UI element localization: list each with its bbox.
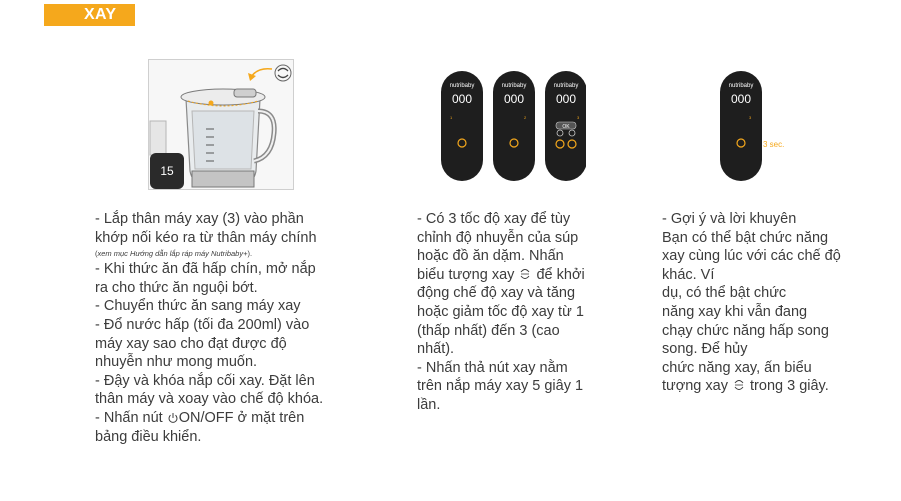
svg-text:000: 000	[730, 92, 752, 106]
control-panel-speed-2	[493, 71, 535, 181]
blender-assembly-illustration	[148, 59, 294, 190]
text-line: hoặc đồ ăn dặm. Nhấn	[417, 248, 564, 265]
reference-note: (xem mục Hướng dẫn lắp ráp máy Nutribaby+).	[95, 249, 253, 259]
text-line: - Có 3 tốc độ xay để tùy	[417, 211, 571, 227]
text-line: bảng điều khiển.	[95, 428, 202, 445]
cancel-panel-illustration	[719, 70, 763, 182]
text-line: hoặc giảm tốc độ xay từ 1	[417, 303, 584, 320]
svg-text:000: 000	[451, 92, 473, 106]
text-line: chức năng xay, ấn biểu	[662, 359, 812, 376]
text-line: - Khi thức ăn đã hấp chín, mở nắp	[95, 261, 316, 278]
text-line: - Chuyển thức ăn sang máy xay	[95, 298, 301, 315]
instructions-column-2	[417, 210, 637, 415]
text-line: nhất).	[417, 341, 455, 358]
instructions-column-1	[95, 210, 385, 446]
svg-text:3: 3	[749, 115, 752, 120]
text-line: máy xay sao cho đạt được độ	[95, 335, 287, 352]
text-line: - Đổ nước hấp (tối đa 200ml) vào	[95, 316, 310, 333]
text-line: lần.	[417, 396, 441, 413]
text-line: biểu tượng xay để khởi	[417, 266, 585, 283]
text-line: động chế độ xay và tăng	[417, 285, 576, 302]
svg-text:nutribaby: nutribaby	[553, 83, 579, 89]
svg-text:2: 2	[524, 115, 527, 120]
timer-label: 3 sec.	[763, 140, 785, 149]
power-icon	[167, 412, 179, 424]
speed-panels-illustration	[440, 70, 586, 182]
svg-text:OK: OK	[562, 124, 570, 130]
text-line: dụ, có thể bật chức	[662, 285, 787, 302]
text-line: trên nắp máy xay 5 giây 1	[417, 378, 584, 395]
svg-text:nutribaby: nutribaby	[449, 83, 475, 89]
control-panel-speed-1	[441, 71, 483, 181]
text-line: năng xay khi vẫn đang	[662, 303, 808, 320]
svg-text:000: 000	[503, 92, 525, 106]
svg-text:nutribaby: nutribaby	[728, 83, 754, 89]
text-line: - Đậy và khóa nắp cối xay. Đặt lên	[95, 372, 315, 389]
control-panel-speed-3	[545, 71, 586, 181]
text-line: - Lắp thân máy xay (3) vào phần	[95, 211, 304, 227]
section-tag	[44, 4, 135, 26]
text-line: tượng xay trong 3 giây.	[662, 378, 829, 395]
text-line: - Gợi ý và lời khuyên	[662, 211, 797, 227]
text-line: nhuyễn như mong muốn.	[95, 354, 258, 371]
instructions-column-3	[662, 210, 887, 396]
blend-icon	[518, 267, 532, 281]
text-line: khớp nối kéo ra từ thân máy chính	[95, 229, 317, 246]
svg-text:000: 000	[555, 92, 577, 106]
text-line: chạy chức năng hấp song	[662, 322, 829, 339]
panel-display-value: 15	[160, 164, 174, 178]
text-line: thân máy và xoay vào chế độ khóa.	[95, 391, 324, 408]
text-line: (thấp nhất) đến 3 (cao	[417, 322, 560, 339]
svg-text:1: 1	[450, 115, 453, 120]
text-line: Bạn có thể bật chức năng	[662, 229, 829, 246]
text-line: - Nhấn thả nút xay nằm	[417, 359, 568, 376]
text-line: - Nhấn nút ON/OFF ở mặt trên	[95, 409, 305, 426]
text-line: xay cùng lúc với các chế độ	[662, 248, 841, 265]
text-line: ra cho thức ăn nguội bớt.	[95, 279, 258, 296]
section-title: XAY	[84, 6, 117, 23]
text-line: chỉnh độ nhuyễn của súp	[417, 229, 579, 246]
text-line: song. Để hủy	[662, 341, 748, 358]
text-line: khác. Ví	[662, 266, 715, 283]
blend-icon	[732, 378, 746, 392]
svg-text:3: 3	[577, 115, 580, 120]
svg-text:nutribaby: nutribaby	[501, 83, 527, 89]
